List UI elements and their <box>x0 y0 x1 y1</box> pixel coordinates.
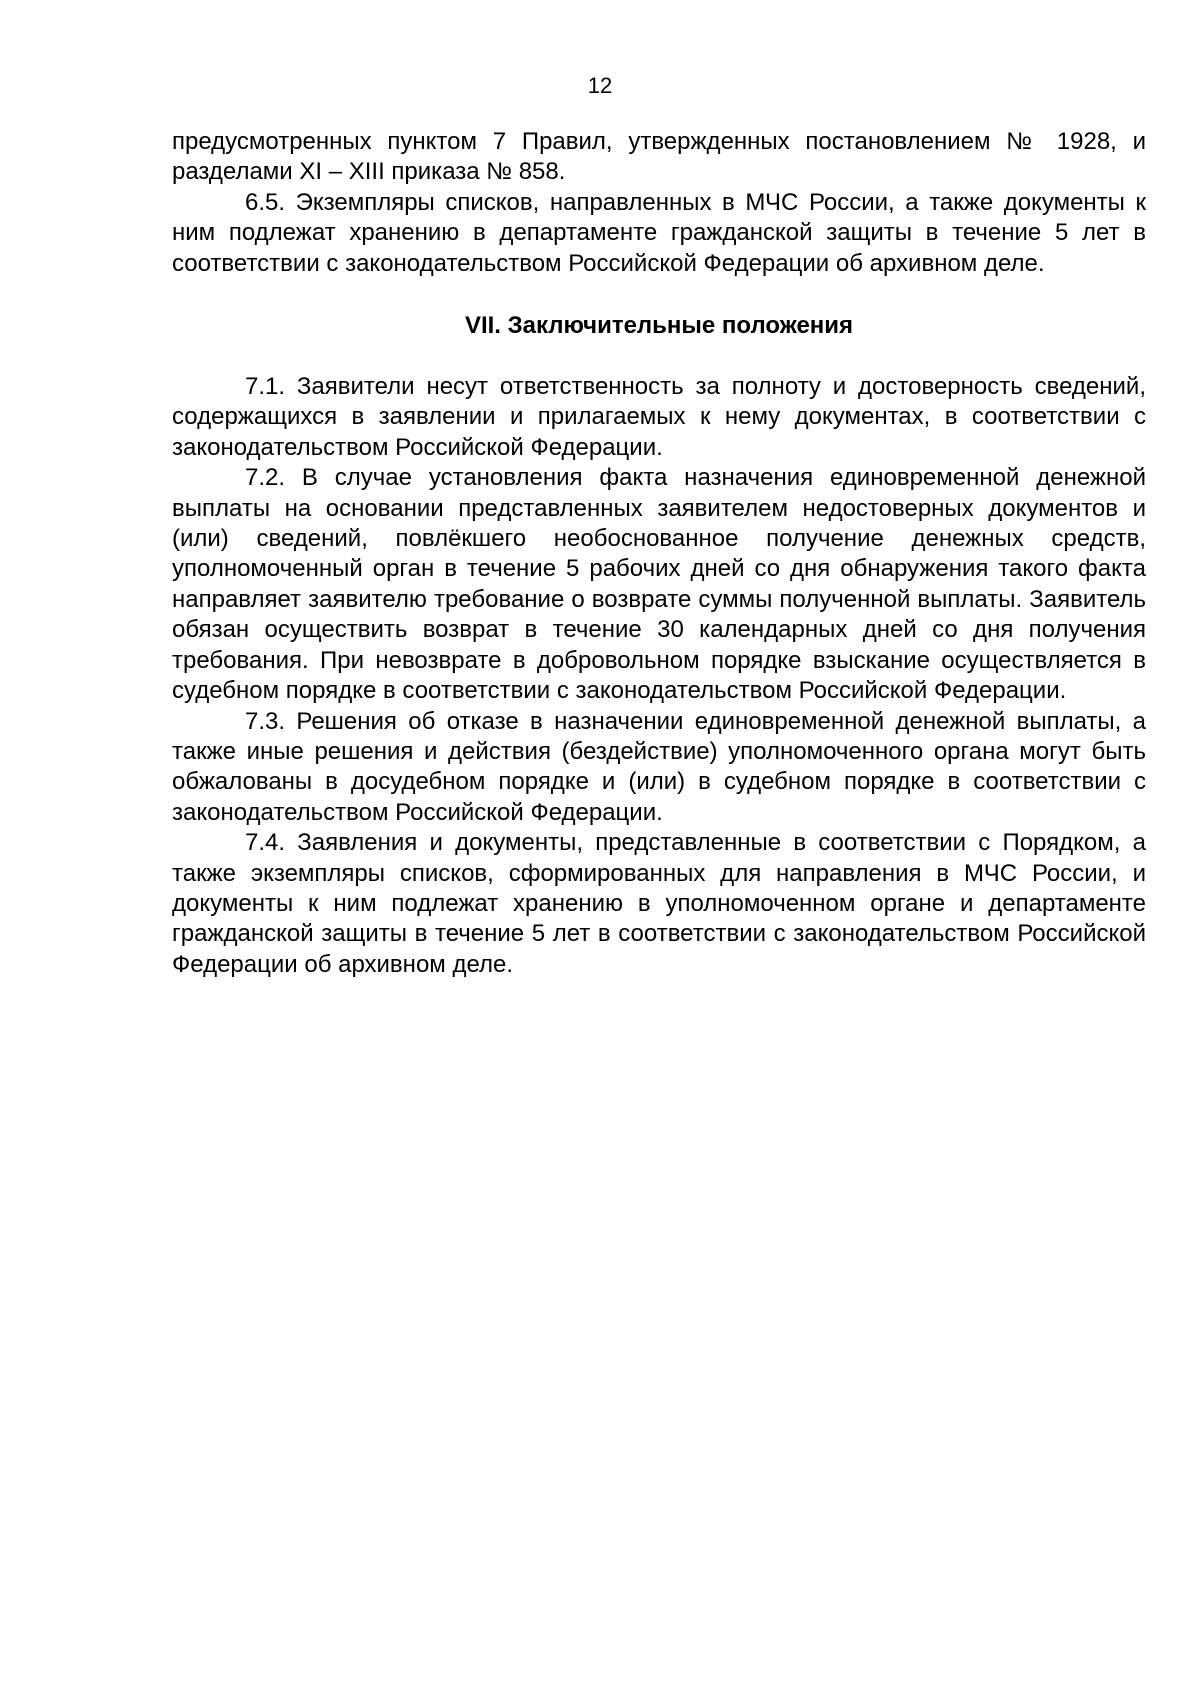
paragraph-7-3: 7.3. Решения об отказе в назначении единовременной денежной выплаты, а также иные решения и действия (бездействие) уполномоченного органа могут быть обжалованы в досудебном порядке и (или) в судебном порядке в соответствии с законодательством Российской Федерации. <box>172 707 1146 826</box>
paragraph-6-5: 6.5. Экземпляры списков, направленных в МЧС России, а также документы к ним подлежат хранению в департаменте гражданской защиты в течение 5 лет в соответствии с законодательством Российской Федерации об архивном деле. <box>172 188 1146 277</box>
page-number: 12 <box>587 73 613 98</box>
section-heading: VII. Заключительные положения <box>464 312 854 340</box>
paragraph-7-1: 7.1. Заявители несут ответственность за полноту и достоверность сведений, содержащихся в заявлении и прилагаемых к нему документах, в соответствии с законодательством Российской Федерации. <box>172 373 1146 461</box>
paragraph-7-2: 7.2. В случае установления факта назначения единовременной денежной выплаты на основании представленных заявителем недостоверных документов и (или) сведений, повлёкшего необоснованное получение денежных средств, уполномоченный орган в течение 5 рабочих дней со дня обнаружения такого факта направляет заявителю требование о возврате суммы полученной выплаты. Заявитель обязан осуществить возврат в течение 30 календарных дней со дня получения требования. При невозврате в добровольном порядке взыскание осуществляется в судебном порядке в соответствии с законодательством Российской Федерации. <box>172 464 1146 705</box>
document-body <box>172 127 1146 980</box>
paragraph-7-4: 7.4. Заявления и документы, представленные в соответствии с Порядком, а также экземпляры списков, сформированных для направления в МЧС России, и документы к ним подлежат хранению в уполномоченном органе и департаменте гражданской защиты в течение 5 лет в соответствии с законодательством Российской Федерации об архивном деле. <box>172 829 1146 978</box>
paragraph-continuation: предусмотренных пунктом 7 Правил, утвержденных постановлением № 1928, и разделами XI – XIII приказа № 858. <box>172 128 1146 186</box>
